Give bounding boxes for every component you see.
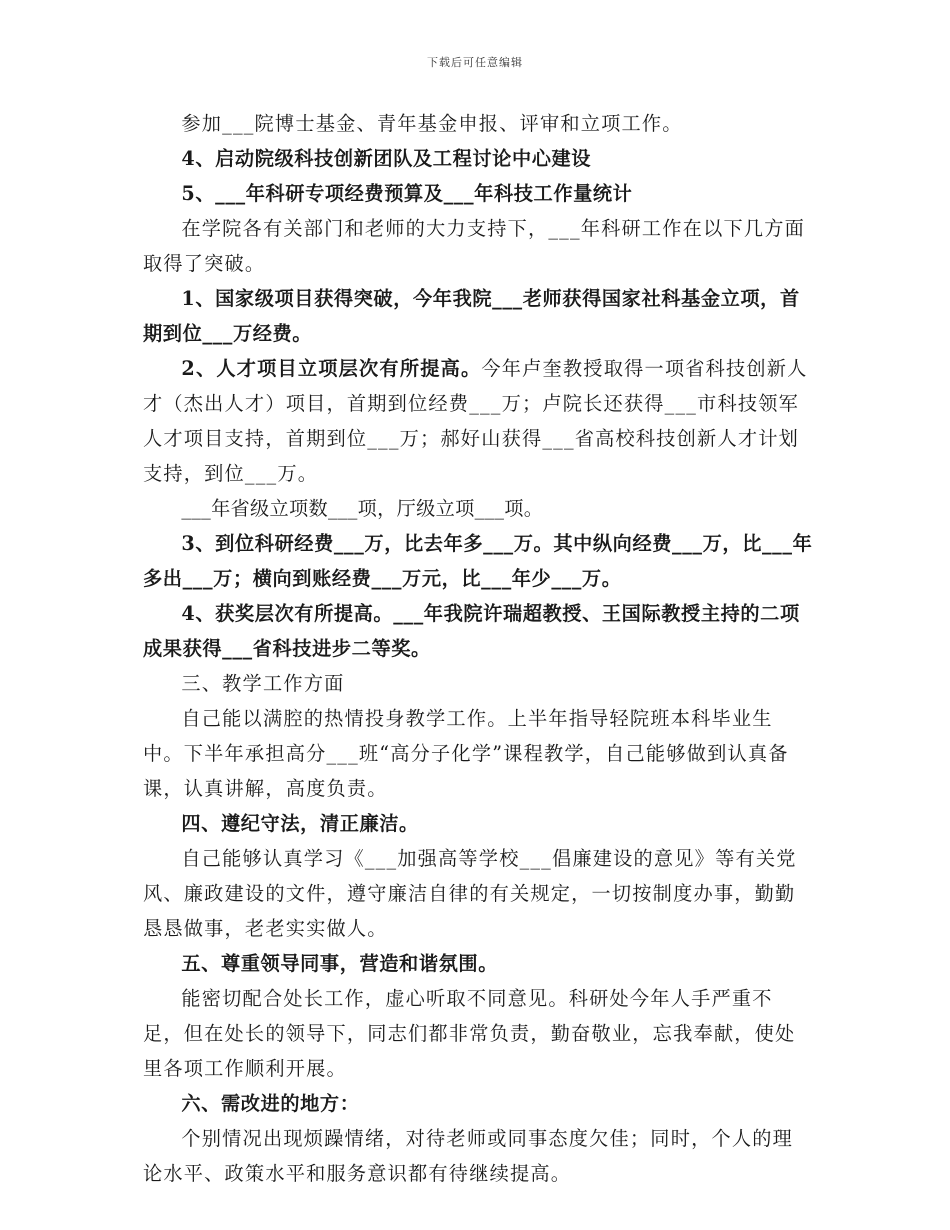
paragraph-11: 自己能以满腔的热情投身教学工作。上半年指导轻院班本科毕业生中。下半年承担高分___班“高分子化学”课程教学，自己能够做到认真备课，认真讲解，高度负责。 [143,707,789,800]
paragraph-9-bold: 4、获奖层次有所提高。___年我院许瑞超教授、王国际教授主持的二项成果获得___省科技进步二等奖。 [143,602,800,660]
document-body [143,106,813,1191]
section-heading-improve: 六、需改进的地方： [181,1092,360,1115]
paragraph-6 [143,351,813,491]
section-heading-respect: 五、尊重领导同事，营造和谐氛围。 [181,952,498,975]
paragraph-3-heading: 5、___年科研专项经费预算及___年科技工作量统计 [181,182,633,205]
paragraph-6-bold-prefix: 2、人才项目立项层次有所提高。 [181,357,482,380]
paragraph-6-rest: 今年卢奎教授取得一项省科技创新人才（杰出人才）项目，首期到位经费___万；卢院长还获得___市科技领军人才项目支持，首期到位___万；郝好山获得___省高校科技创新人才计划支持，到位___万。 [143,357,808,485]
paragraph-8-bold: 3、到位科研经费___万，比去年多___万。其中纵向经费___万，比___年多出___万；横向到账经费___万元，比___年少___万。 [143,532,813,590]
section-heading-discipline: 四、遵纪守法，清正廉洁。 [181,812,419,835]
paragraph-13: 自己能够认真学习《___加强高等学校___倡廉建设的意见》等有关党风、廉政建设的文件，遵守廉洁自律的有关规定，一切按制度办事，勤勤恳恳做事，老老实实做人。 [143,847,797,940]
paragraph-15: 能密切配合处长工作，虚心听取不同意见。科研处今年人手严重不足，但在处长的领导下，同志们都非常负责，勤奋敬业，忘我奉献，使处里各项工作顺利开展。 [143,987,796,1080]
paragraph-1: 参加___院博士基金、青年基金申报、评审和立项工作。 [181,112,683,135]
paragraph-17: 个别情况出现烦躁情绪，对待老师或同事态度欠佳；同时，个人的理论水平、政策水平和服务意识都有待继续提高。 [143,1127,794,1185]
paragraph-5-bold: 1、国家级项目获得突破，今年我院___老师获得国家社科基金立项，首期到位___万经费。 [143,287,800,345]
paragraph-7: ___年省级立项数___项，厅级立项___项。 [181,497,544,520]
section-heading-teaching: 三、教学工作方面 [181,672,345,695]
paragraph-2-heading: 4、启动院级科技创新团队及工程讨论中心建设 [181,147,592,170]
paragraph-4: 在学院各有关部门和老师的大力支持下，___年科研工作在以下几方面取得了突破。 [143,217,806,275]
page-header: 下载后可任意编辑 [427,56,523,69]
